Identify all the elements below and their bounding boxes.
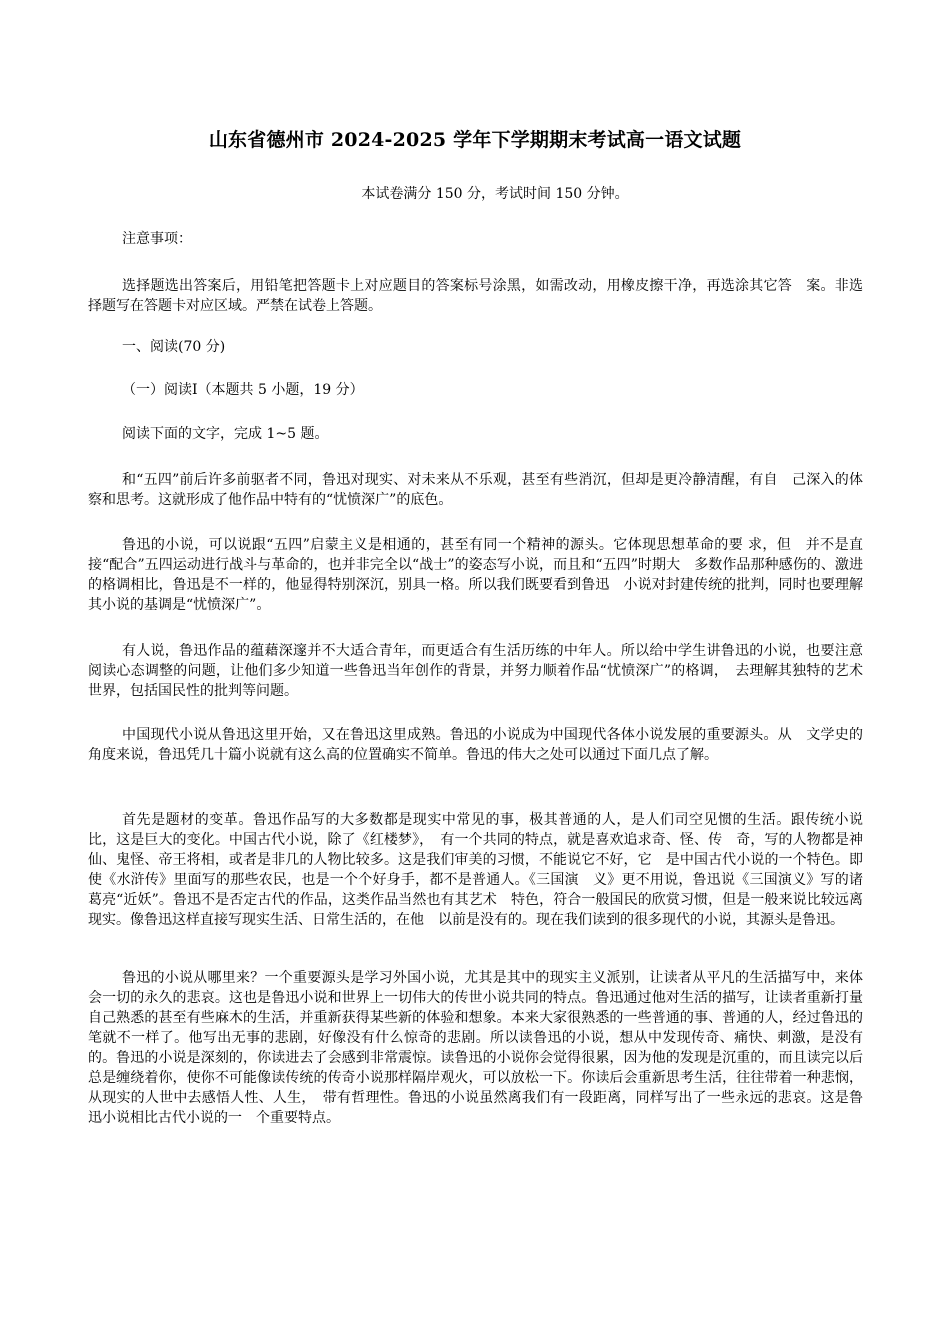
paragraph-4: 中国现代小说从鲁迅这里开始，又在鲁迅这里成熟。鲁迅的小说成为中国现代各体小说发展的重要源头。从 文学史的角度来说，鲁迅凭几十篇小说就有这么高的位置确实不简单。鲁迅的伟大之处可以通过下面几点了解。 [88,727,863,763]
paragraph-6: 鲁迅的小说从哪里来？一个重要源头是学习外国小说，尤其是其中的现实主义派别，让读者从平凡的生活描写中，来体会一切的永久的悲哀。这也是鲁迅小说和世界上一切伟大的传世小说共同的特点。鲁迅通过他对生活的描写，让读者重新打量自己熟悉的甚至有些麻木的生活，并重新获得某些新的体验和想象。本来大家很熟悉的一些普通的事、普通的人，经过鲁迅的笔就不一样了。他写出无事的悲剧，好像没有什么惊奇的悲剧。所以读鲁迅的小说，想从中发现传奇、痛快、刺激，是没有的。鲁迅的小说是深刻的，你读进去了会感到非常震惊。读鲁迅的小说你会觉得很累，因为他的发现是沉重的，而且读完以后总是缠绕着你，使你不可能像读传统的传奇小说那样隔岸观火，可以放松一下。你读后会重新思考生活，往往带着一种悲悯，从现实的人世中去感悟人性、人生， 带有哲理性。鲁迅的小说虽然离我们有一段距离，同样写出了一些永远的悲哀。这是鲁迅小说相比古代小说的一 个重要特点。 [88,970,863,1126]
subsection-heading: （一）阅读Ⅰ（本题共 5 小题，19 分） [122,382,364,398]
reading-instruction: 阅读下面的文字，完成 1~5 题。 [122,426,329,442]
paragraph-1: 和“五四”前后许多前驱者不同，鲁迅对现实、对未来从不乐观，甚至有些消沉，但却是更冷静清醒，有自 己深入的体察和思考。这就形成了他作品中特有的“忧愤深广”的底色。 [88,472,863,508]
exam-title: 山东省德州市 2024-2025 学年下学期期末考试高一语文试题 [208,129,742,151]
paragraph-2: 鲁迅的小说，可以说跟“五四”启蒙主义是相通的，甚至有同一个精神的源头。它体现思想革命的要 求，但 并不是直接“配合”五四运动进行战斗与革命的，也并非完全以“战士”的姿态写小说，而且和“五四”时期大 多数作品那种感伤的、激进的格调相比，鲁迅是不一样的，他显得特别深沉，别具一格。所以我们既要看到鲁迅 小说对封建传统的批判，同时也要理解其小说的基调是“忧愤深广”。 [88,537,863,613]
notice-heading: 注意事项： [122,231,192,247]
paragraph-5: 首先是题材的变革。鲁迅作品写的大多数都是现实中常见的事，极其普通的人，是人们司空见惯的生活。跟传统小说比，这是巨大的变化。中国古代小说，除了《红楼梦》， 有一个共同的特点，就是喜欢追求奇、怪、传 奇，写的人物都是神仙、鬼怪、帝王将相，或者是非几的人物比较多。这是我们审美的习惯，不能说它不好，它 是中国古代小说的一个特色。即使《水浒传》里面写的那些农民，也是一个个好身手，都不是普通人。《三国演 义》更不用说，鲁迅说《三国演义》写的诸葛亮“近妖”。鲁迅不是否定古代的作品，这类作品当然也有其艺术 特色，符合一般国民的欣赏习惯，但是一般来说比较远离现实。像鲁迅这样直接写现实生活、日常生活的，在他 以前是没有的。现在我们读到的很多现代的小说，其源头是鲁迅。 [88,812,863,928]
notice-text: 选择题选出答案后，用铅笔把答题卡上对应题目的答案标号涂黑，如需改动，用橡皮擦干净，再选涂其它答 案。非选择题写在答题卡对应区域。严禁在试卷上答题。 [88,278,863,314]
paragraph-3: 有人说，鲁迅作品的蕴藉深邃并不大适合青年，而更适合有生活历练的中年人。所以给中学生讲鲁迅的小说，也要注意阅读心态调整的问题，让他们多少知道一些鲁迅当年创作的背景，并努力顺着作品“忧愤深广”的格调， 去理解其独特的艺术世界，包括国民性的批判等问题。 [88,643,863,699]
section-heading: 一、阅读(70 分) [122,339,226,355]
exam-subtitle: 本试卷满分 150 分，考试时间 150 分钟。 [361,186,629,202]
